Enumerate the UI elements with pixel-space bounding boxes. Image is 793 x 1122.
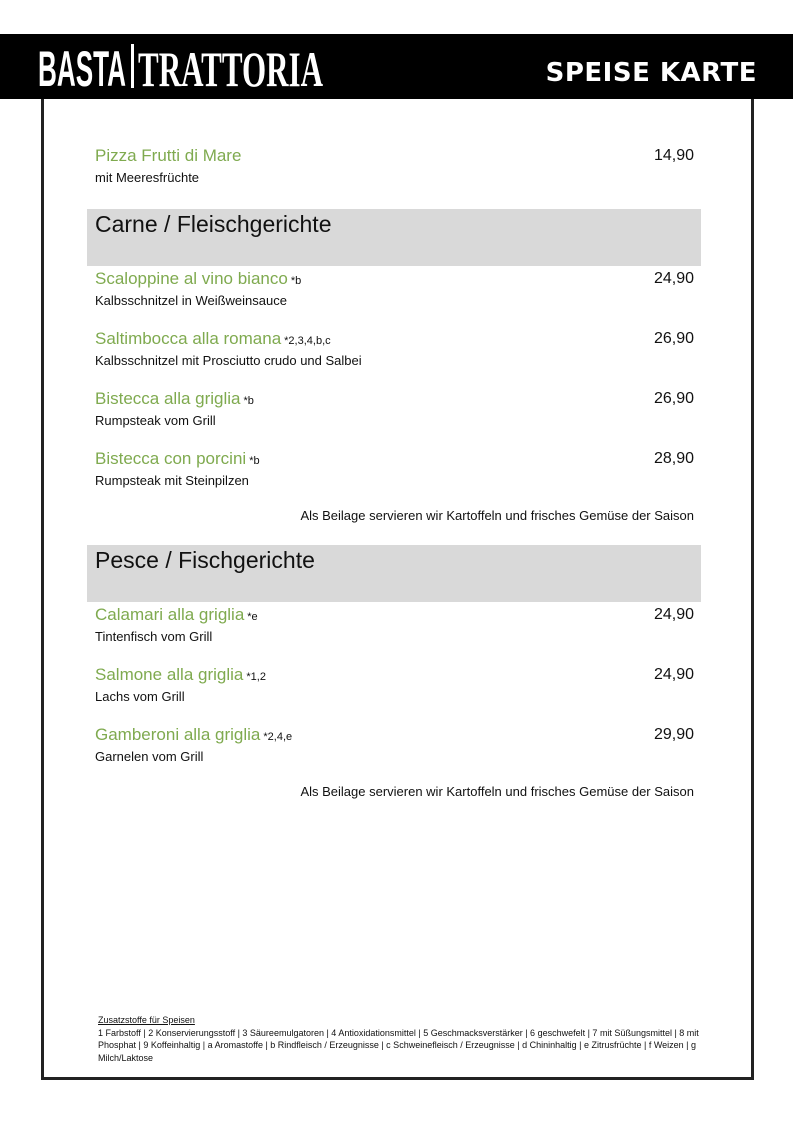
section-title: Pesce / Fischgerichte <box>95 547 315 573</box>
additive-marks: *e <box>247 611 258 623</box>
dish-description: Rumpsteak mit Steinpilzen <box>95 473 249 488</box>
dish-name: Pizza Frutti di Mare <box>95 146 242 165</box>
menu-item <box>95 269 695 308</box>
dish-price: 24,90 <box>653 606 694 623</box>
menu-item <box>95 605 695 644</box>
dish-name: Salmone alla griglia <box>95 665 244 684</box>
dish-name: Bistecca alla griglia <box>95 389 241 408</box>
dish-price: 29,90 <box>653 726 694 743</box>
dish-description: Garnelen vom Grill <box>95 749 204 764</box>
dish-price: 26,90 <box>653 330 694 347</box>
dish-price: 26,90 <box>653 390 694 407</box>
additives-text: 1 Farbstoff | 2 Konservierungsstoff | 3 Säureemulgatoren | 4 Antioxidationsmittel | 5 Geschmacksverstärker | 6 geschwefelt | 7 mit Süßungsmittel | 8 mit Phosphat | 9 Koffeinhaltig | a Aromastoffe | b Rindfleisch / Erzeugnisse | c Schweinefleisch / Erzeugnisse | d Chininhaltig | e Zitrusfrüchte | f Weizen | g Milch/Laktose <box>98 1027 699 1063</box>
additive-marks: *1,2 <box>246 671 266 683</box>
dish-name: Bistecca con porcini <box>95 449 247 468</box>
dish-name: Saltimbocca alla romana <box>95 329 282 348</box>
dish-price: 28,90 <box>653 450 694 467</box>
logo-wordmark <box>38 40 328 92</box>
svg-text:BASTA: BASTA <box>38 41 126 92</box>
additive-marks: *b <box>249 455 260 467</box>
menu-item <box>95 329 695 368</box>
dish-name: Calamari alla griglia <box>95 605 245 624</box>
dish-price: 24,90 <box>653 270 694 287</box>
additive-marks: *2,4,e <box>263 731 293 743</box>
section-header-fish <box>87 545 701 602</box>
additive-marks: *2,3,4,b,c <box>284 335 331 347</box>
dish-name: Scaloppine al vino bianco <box>95 269 288 288</box>
dish-name: Gamberoni alla griglia <box>95 725 261 744</box>
dish-description: Kalbsschnitzel mit Prosciutto crudo und Salbei <box>95 353 362 368</box>
additives-legend <box>98 1014 723 1064</box>
page-title: SPEISE KARTE <box>545 58 757 88</box>
section-title: Carne / Fleischgerichte <box>95 211 332 237</box>
dish-description: Kalbsschnitzel in Weißweinsauce <box>95 293 287 308</box>
menu-item <box>95 389 695 428</box>
side-dish-note: Als Beilage servieren wir Kartoffeln und frisches Gemüse der Saison <box>300 508 694 523</box>
dish-description: Tintenfisch vom Grill <box>95 629 213 644</box>
section-header-meat <box>87 209 701 266</box>
dish-description: mit Meeresfrüchte <box>95 170 200 185</box>
dish-description: Lachs vom Grill <box>95 689 185 704</box>
additive-marks: *b <box>290 275 302 287</box>
menu-item <box>95 449 695 488</box>
dish-price: 24,90 <box>653 666 694 683</box>
additives-heading: Zusatzstoffe für Speisen <box>98 1015 195 1025</box>
dish-price: 14,90 <box>653 147 694 164</box>
additive-marks: *b <box>243 395 254 407</box>
svg-text:TRATTORIA: TRATTORIA <box>138 41 323 92</box>
logo <box>38 40 328 92</box>
menu-item <box>95 665 695 704</box>
dish-description: Rumpsteak vom Grill <box>95 413 216 428</box>
menu-item <box>95 725 695 764</box>
side-dish-note: Als Beilage servieren wir Kartoffeln und frisches Gemüse der Saison <box>300 784 694 799</box>
menu-item <box>95 146 695 185</box>
